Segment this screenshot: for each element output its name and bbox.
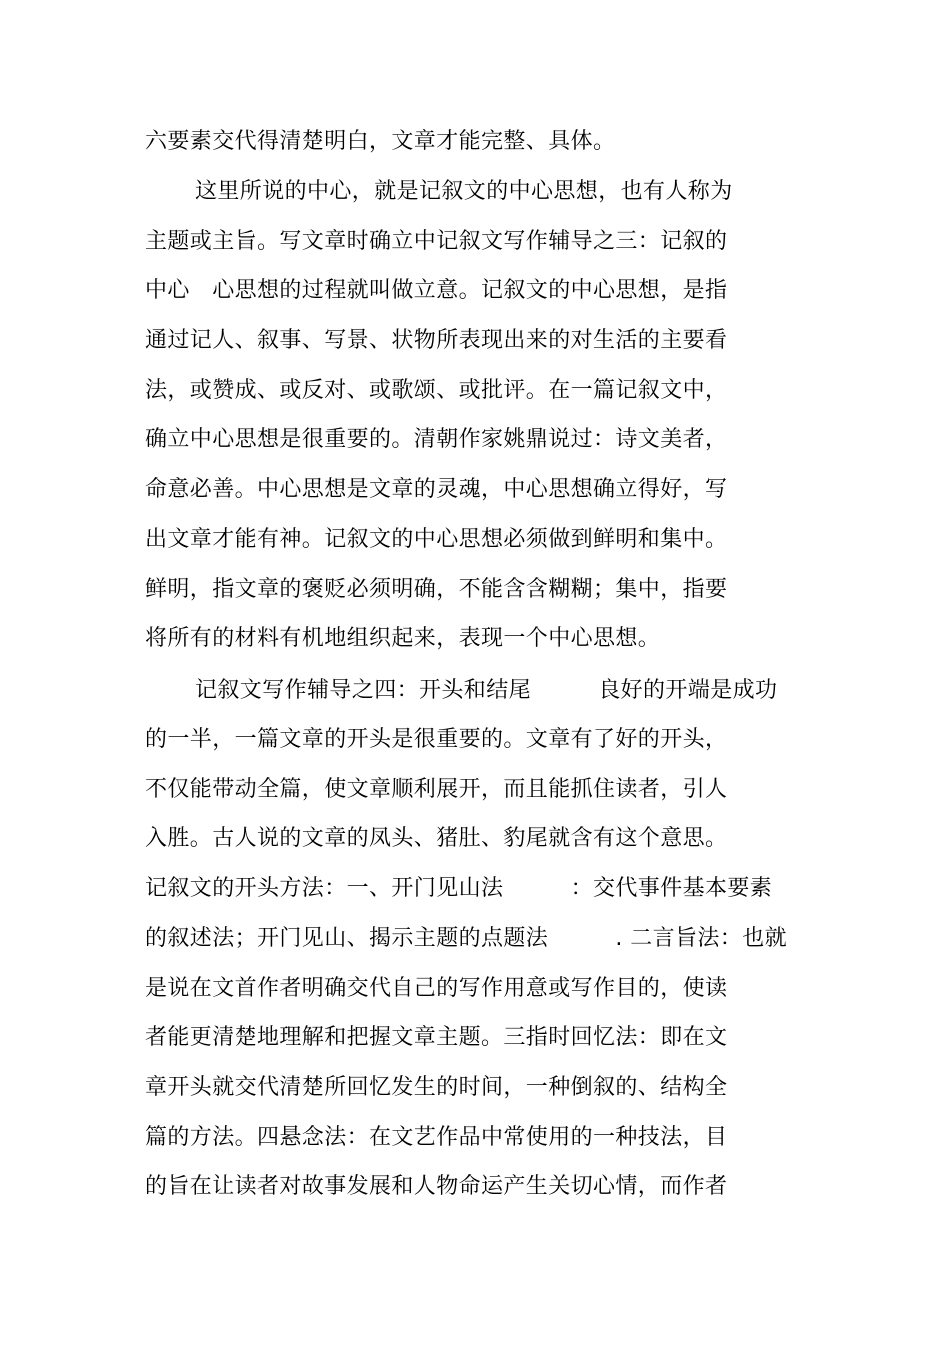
text-line: 这里所说的中心，就是记叙文的中心思想，也有人称为 bbox=[195, 179, 733, 204]
text-line: 篇的方法。四悬念法：在文艺作品中常使用的一种技法，目 bbox=[145, 1125, 728, 1150]
text-line: 确立中心思想是很重要的。清朝作家姚鼎说过：诗文美者， bbox=[145, 427, 728, 452]
text-line: 的旨在让读者对故事发展和人物命运产生关切心情，而作者 bbox=[145, 1174, 728, 1199]
text-line: 的一半，一篇文章的开头是很重要的。文章有了好的开头， bbox=[145, 727, 728, 752]
text-line: 是说在文首作者明确交代自己的写作用意或写作目的，使读 bbox=[145, 976, 728, 1001]
text-line: 主题或主旨。写文章时确立中记叙文写作辅导之三：记叙的 bbox=[145, 229, 728, 254]
text-line: 法，或赞成、或反对、或歌颂、或批评。在一篇记叙文中， bbox=[145, 378, 728, 403]
text-line: 将所有的材料有机地组织起来，表现一个中心思想。 bbox=[145, 626, 661, 651]
text-line: 记叙文的开头方法：一、开门见山法 ：交代事件基本要素 bbox=[145, 876, 773, 901]
text-line: 六要素交代得清楚明白，文章才能完整、具体。 bbox=[145, 129, 616, 154]
text-line: 的叙述法；开门见山、揭示主题的点题法 . 二言旨法：也就 bbox=[145, 926, 787, 951]
text-line: 入胜。古人说的文章的凤头、猪肚、豹尾就含有这个意思。 bbox=[145, 826, 728, 851]
text-line: 不仅能带动全篇，使文章顺利展开，而且能抓住读者，引人 bbox=[145, 777, 728, 802]
text-line: 命意必善。中心思想是文章的灵魂，中心思想确立得好，写 bbox=[145, 477, 728, 502]
text-line: 章开头就交代清楚所回忆发生的时间，一种倒叙的、结构全 bbox=[145, 1075, 728, 1100]
section-heading-line: 记叙文写作辅导之四：开头和结尾 良好的开端是成功 bbox=[195, 678, 778, 703]
text-line: 出文章才能有神。记叙文的中心思想必须做到鲜明和集中。 bbox=[145, 527, 728, 552]
text-line: 鲜明，指文章的褒贬必须明确，不能含含糊糊；集中，指要 bbox=[145, 577, 728, 602]
text-line: 通过记人、叙事、写景、状物所表现出来的对生活的主要看 bbox=[145, 328, 728, 353]
text-line: 中心 心思想的过程就叫做立意。记叙文的中心思想，是指 bbox=[145, 278, 728, 303]
text-line: 者能更清楚地理解和把握文章主题。三指时回忆法：即在文 bbox=[145, 1025, 728, 1050]
